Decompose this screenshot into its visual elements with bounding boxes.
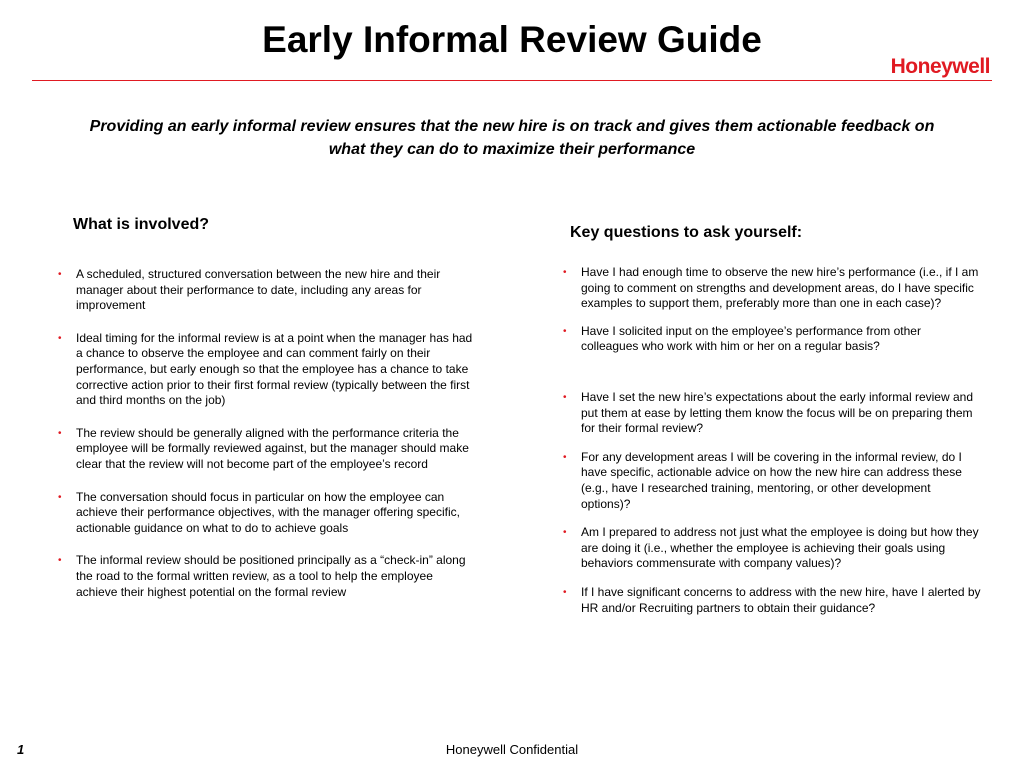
- list-item: [58, 331, 476, 409]
- slide-title: Early Informal Review Guide: [262, 19, 762, 60]
- key-questions-heading: Key questions to ask yourself:: [570, 224, 803, 241]
- bullet-text: For any development areas I will be covering in the informal review, do I have specific, actionable advice on how the new hire can address these (e.g., have I researched training, mentoring, or other development options)?: [581, 449, 962, 511]
- bullet-icon: •: [58, 269, 62, 280]
- bullet-text: The conversation should focus in particular on how the employee can achieve their performance objectives, with the manager offering specific, actionable guidance on what to do to achieve goals: [76, 489, 460, 535]
- bullet-text: The informal review should be positioned principally as a “check-in” along the road to the formal written review, as a tool to help the employee achieve their highest potential on the formal review: [76, 553, 466, 599]
- bullet-icon: •: [563, 267, 567, 278]
- bullet-icon: •: [563, 527, 567, 539]
- footer-confidential: Honeywell Confidential: [445, 742, 579, 757]
- bullet-text: Am I prepared to address not just what the employee is doing but how they are doing it (i.e., whether the employee is achieving their goals using behaviors commensurate with company values)?: [581, 525, 979, 571]
- list-item: [58, 553, 476, 600]
- list-item: [58, 426, 476, 473]
- list-item: [563, 525, 981, 572]
- what-is-involved-heading: What is involved?: [73, 216, 210, 233]
- list-item: [563, 450, 981, 512]
- list-item: [563, 324, 981, 355]
- bullet-icon: •: [563, 391, 567, 403]
- key-questions-list: [563, 265, 981, 616]
- bullet-text: Have I had enough time to observe the new hire’s performance (i.e., if I am going to comment on strengths and development areas, do I have specific examples to support them, preferably more than one in each case)?: [581, 265, 979, 311]
- bullet-icon: •: [58, 491, 62, 503]
- bullet-icon: •: [563, 586, 567, 598]
- bullet-icon: •: [58, 555, 62, 567]
- slide-subtitle: Providing an early informal review ensures that the new hire is on track and gives them actionable feedback on what they can do to maximize their performance: [89, 118, 935, 158]
- honeywell-logo: Honeywell: [890, 55, 990, 78]
- bullet-icon: •: [563, 325, 567, 337]
- list-item: [58, 490, 476, 537]
- list-item: [58, 267, 476, 314]
- bullet-text: A scheduled, structured conversation between the new hire and their manager about their performance to date, including any areas for improvement: [76, 267, 441, 313]
- bullet-text: If I have significant concerns to address with the new hire, have I alerted by HR and/or Recruiting partners to obtain their guidance?: [581, 584, 981, 615]
- bullet-text: Have I solicited input on the employee’s performance from other colleagues who work with him or her on a regular basis?: [581, 323, 921, 354]
- title-divider: [32, 80, 992, 81]
- bullet-icon: •: [58, 332, 62, 344]
- bullet-text: Ideal timing for the informal review is at a point when the manager has had a chance to observe the employee and can comment fairly on their performance, but early enough so that the employee has a chance to take corrective action prior to their first formal review (typically between the first and third months on the job): [76, 330, 473, 408]
- list-item: [563, 585, 981, 616]
- bullet-icon: •: [563, 451, 567, 463]
- bullet-icon: •: [58, 427, 62, 439]
- bullet-text: Have I set the new hire’s expectations about the early informal review and put them at ease by letting them know the focus will be on preparing them for their formal review?: [581, 389, 973, 436]
- page-number: 1: [17, 742, 25, 757]
- list-item: [563, 390, 981, 437]
- bullet-text: The review should be generally aligned with the performance criteria the employee will be formally reviewed against, but the manager should make clear that the review will not become part of the employee’s record: [76, 425, 469, 471]
- what-is-involved-list: [58, 267, 476, 617]
- list-item: [563, 265, 981, 312]
